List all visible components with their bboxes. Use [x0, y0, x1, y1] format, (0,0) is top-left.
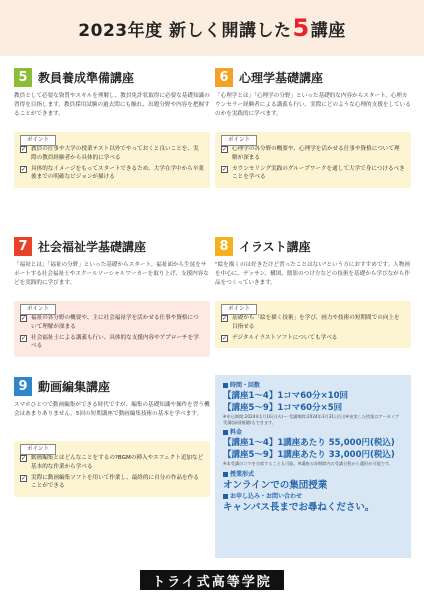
course-card-6 — [215, 66, 411, 188]
point-text: 教員の仕事や大学の授業テスト以外でやっておくと良いことを、実際の教員経験者から具体的に学べる — [31, 146, 199, 161]
contact-label — [223, 492, 403, 501]
point-box — [215, 132, 411, 188]
format-label — [223, 470, 403, 479]
point-item — [221, 145, 405, 163]
course-description: スマホひとつで動画編集ができる時代ですが、編集の基礎知識や操作を習う機会はあまりありません。5回の短期講座で動画編集技術の基本を学べます。 — [14, 402, 210, 417]
checkbox-icon: ✓ — [222, 146, 228, 153]
course-number-badge: 9 — [14, 377, 32, 396]
point-item — [20, 314, 204, 332]
course-header — [215, 235, 411, 257]
format-label-text: 授業形式 — [230, 470, 255, 478]
fee-row: 【講座5〜9】1講座あたり 33,000円(税込) — [223, 450, 395, 461]
checkbox-icon: ✓ — [21, 334, 27, 342]
contact-label-text: お申し込み・お問い合わせ — [230, 492, 303, 500]
point-box — [14, 132, 210, 188]
point-text: 福祉の各分野の概要や、主に社会福祉学を活かせる仕事や資格について理解が深まる — [31, 315, 199, 330]
point-text: 心理学の各分野の概要や、心理学を活かせる仕事や資格について理解が深まる — [232, 146, 400, 161]
page-header — [0, 0, 424, 56]
point-item — [221, 165, 405, 183]
point-item — [20, 145, 204, 163]
point-box — [14, 301, 210, 357]
point-item — [221, 314, 405, 332]
point-text: カウンセリング実践のグループワークを通して大学で身につけるべきことを学べる — [232, 165, 405, 181]
point-label: ポイント — [221, 135, 257, 146]
checkbox-icon: ✓ — [21, 474, 27, 482]
point-text: 実際に動画編集ソフトを用いて作業し、最終的に自分の作品を作ることができる — [31, 474, 199, 490]
course-description: 「心理学とは」「心理学の分野」といった基礎的な内容からスタート。心理カウンセラー経験者による講義も行い、実際にどのような心理的支援をしているのかを実践的に学べます。 — [215, 93, 411, 117]
point-item — [20, 454, 204, 472]
checkbox-icon: ✓ — [222, 315, 228, 322]
title-number: 5 — [292, 14, 310, 42]
point-label: ポイント — [20, 135, 56, 146]
schedule-label — [223, 381, 403, 390]
point-text: 動画編集とはどんなことをするの?BGMの挿入やエフェクト追加など基本的な作業から学べる — [31, 455, 204, 470]
checkbox-icon: ✓ — [21, 146, 27, 153]
checkbox-icon: ✓ — [21, 165, 27, 173]
page-title — [78, 14, 345, 42]
course-number-badge: 6 — [215, 68, 233, 87]
point-box — [215, 301, 411, 348]
point-item — [20, 165, 204, 183]
point-item — [20, 474, 204, 492]
point-item — [20, 334, 204, 352]
fee-label — [223, 428, 403, 437]
point-label: ポイント — [20, 444, 56, 455]
course-description: 教員として必要な資質やスキルを理解し、教員免許状取得に必要な基礎知識の習得を目指します。教員採用試験の過去問にも触れ、出題分野や内容を把握することができます。 — [14, 93, 210, 117]
square-bullet-icon — [223, 494, 228, 499]
schedule-row: 【講座5〜9】1コマ60分×5回 — [223, 403, 343, 413]
format-value: オンラインでの集団授業 — [223, 479, 328, 491]
schedule-note: ※申込期間:2024年1月16日(火)〜 受講期間:2024年3月31日(日)※充実した授業はアーカイブ受講(録画視聴)もできます。 — [223, 414, 399, 425]
course-card-5 — [14, 66, 210, 188]
point-label: ポイント — [20, 304, 56, 315]
title-suffix: 講座 — [310, 21, 346, 41]
course-title: イラスト講座 — [239, 239, 311, 254]
course-header — [14, 66, 210, 88]
point-text: 社会福祉士による講義も行い、具体的な支援内容やアプローチを学べる — [31, 334, 199, 350]
square-bullet-icon — [223, 430, 228, 435]
school-logo: トライ式高等学院 — [140, 570, 284, 590]
course-number-badge: 8 — [215, 237, 233, 256]
course-header — [14, 375, 210, 397]
point-text: 具体的なイメージをもってスタートできるため、大学在学中から卒業後までの明確なビジョンが描ける — [31, 165, 205, 181]
checkbox-icon: ✓ — [222, 165, 228, 173]
course-title: 心理学基礎講座 — [239, 70, 324, 85]
fee-label-text: 料金 — [230, 429, 243, 437]
checkbox-icon: ✓ — [21, 315, 27, 322]
point-label: ポイント — [221, 304, 257, 315]
course-header — [14, 235, 210, 257]
course-title: 社会福祉学基礎講座 — [38, 239, 147, 254]
course-card-7 — [14, 235, 210, 357]
point-text: デジタルイラストソフトについても学べる — [232, 334, 338, 341]
checkbox-icon: ✓ — [222, 334, 228, 342]
point-box — [14, 441, 210, 497]
course-number-badge: 5 — [14, 68, 32, 87]
checkbox-icon: ✓ — [21, 455, 27, 462]
square-bullet-icon — [223, 383, 228, 388]
course-description: "絵を描くのは好きだけど習ったことはない"という方におすすめです。人物画を中心に、デッサン、構図、陰影のつけ方などの技術を基礎から学びながら作品をつくっていきます。 — [215, 262, 410, 286]
course-title: 動画編集講座 — [38, 379, 111, 394]
course-title: 教員養成準備講座 — [38, 70, 135, 85]
course-info-box — [215, 375, 411, 558]
contact-value: キャンパス長までお尋ねください。 — [223, 501, 375, 513]
square-bullet-icon — [223, 472, 228, 477]
course-description: 「福祉とは」「福祉の分野」といった基礎からスタート。福祉面から生徒をサポートする社会福祉士やスクールソーシャルワーカーを取り上げ、支援内容などを実践的に学びます。 — [14, 262, 209, 286]
schedule-row: 【講座1〜4】1コマ60分×10回 — [223, 391, 349, 401]
fee-row: 【講座1〜4】1講座あたり 55,000円(税込) — [223, 438, 395, 449]
course-number-badge: 7 — [14, 237, 32, 256]
point-item — [221, 334, 405, 343]
course-card-9 — [14, 375, 210, 497]
point-text: 基礎から「絵を描く技術」を学び、画力や技術の短期間での向上を目指せる — [232, 315, 400, 330]
course-card-8 — [215, 235, 411, 348]
course-header — [215, 66, 411, 88]
title-prefix: 2023年度 新しく開講した — [78, 21, 292, 41]
fee-note: ※本受講のコマを欠席することも可能。※講座の各期間内の受講日程から選択が可能です。 — [223, 461, 393, 467]
schedule-label-text: 時間・回数 — [230, 382, 261, 389]
